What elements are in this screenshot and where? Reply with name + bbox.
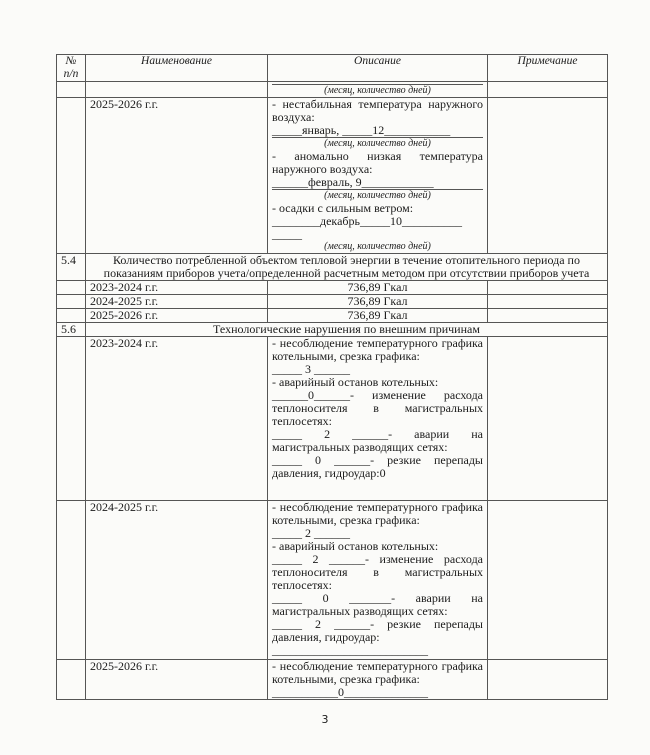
description-cell: - нестабильная температура наружного воздуха: _____январь, _____12___________ (месяц, количество дней) - аномально низкая температура наружного воздуха: ______февраль, 9____________ (месяц, количество дней) - осадки с сильным ветром: ________декабрь_____10__________ _____ (месяц, количество дней) bbox=[268, 98, 488, 254]
table-row: 2023-2024 г.г. - несоблюдение температурного графика котельными, срезка графика: _____ 3 ______ - аварийный останов котельных: ______0______- изменение расхода теплоносителя в магистральных теплосетях: _____ 2 ______- аварии на магистральных разводящих сетях: _____ 0 ______- резкие перепады давления, гидроудар:0 bbox=[57, 337, 608, 501]
year-label: 2025-2026 г.г. bbox=[86, 98, 268, 254]
table-row bbox=[57, 98, 608, 254]
header-description: Описание bbox=[268, 55, 488, 82]
page-number: 3 bbox=[321, 713, 329, 726]
section-row bbox=[57, 254, 608, 281]
table-row: 2023-2024 г.г. 736,89 Гкал bbox=[57, 281, 608, 295]
header-name: Наименование bbox=[86, 55, 268, 82]
table-row: 2025-2026 г.г. - несоблюдение температурного графика котельными, срезка графика: ___________0______________ bbox=[57, 660, 608, 700]
table-row: 2024-2025 г.г. 736,89 Гкал bbox=[57, 295, 608, 309]
section-row: 5.6 Технологические нарушения по внешним причинам bbox=[57, 323, 608, 337]
section-title: Количество потребленной объектом тепловой энергии в течение отопительного периода по показаниям приборов учета/определенной расчетным методом при отсутствии приборов учета bbox=[86, 254, 608, 281]
caption: (месяц, количество дней) bbox=[272, 84, 483, 96]
table-header-row bbox=[57, 55, 608, 82]
data-table bbox=[56, 54, 608, 700]
header-num: № п/п bbox=[57, 55, 86, 82]
table-row bbox=[57, 82, 608, 98]
table-row: 2025-2026 г.г. 736,89 Гкал bbox=[57, 309, 608, 323]
table-row: 2024-2025 г.г. - несоблюдение температурного графика котельными, срезка графика: _____ 2 ______ - аварийный останов котельных: _____ 2 ______- изменение расхода теплоносителя в магистральных теплосетях: _____ 0 _______- аварии на магистральных разводящих сетях: _____ 2 ______- резкие перепады давления, гидроудар: __________________________ bbox=[57, 501, 608, 660]
header-note: Примечание bbox=[488, 55, 608, 82]
section-num: 5.4 bbox=[57, 254, 86, 281]
